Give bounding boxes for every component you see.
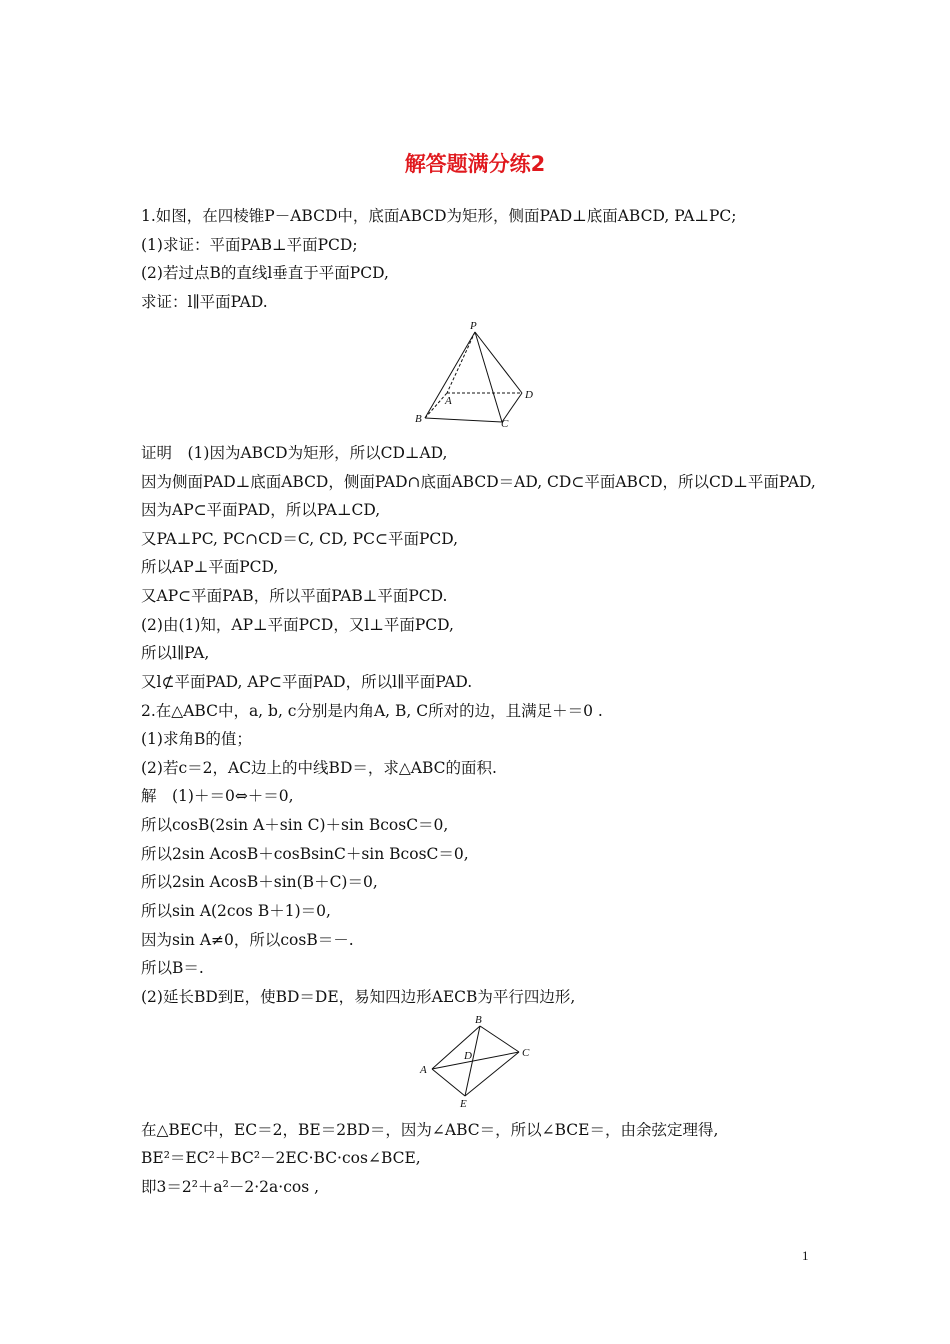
text-line: BE²＝EC²＋BC²－2EC·BC·cos∠BCE, — [141, 1149, 421, 1167]
label-B: B — [415, 413, 422, 425]
text-line: 因为侧面PAD⊥底面ABCD，侧面PAD∩底面ABCD＝AD, CD⊂平面ABCD，所以CD⊥平面PAD, — [141, 473, 816, 491]
figure-pyramid — [405, 318, 545, 430]
text-line: 所以sin A(2cos B＋1)＝0, — [141, 902, 331, 920]
document-title: 解答题满分练2 — [404, 152, 546, 176]
label-C: C — [501, 418, 509, 430]
text-line: 所以2sin AcosB＋cosBsinC＋sin BcosC＝0, — [141, 845, 469, 863]
text-line: 因为sin A≠0，所以cosB＝－. — [141, 931, 354, 949]
figure-parallelogram — [412, 1012, 542, 1112]
text-line: 又l⊄平面PAD, AP⊂平面PAD，所以l∥平面PAD. — [141, 673, 473, 691]
label-D: D — [464, 1050, 472, 1062]
label-C: C — [522, 1047, 530, 1059]
text-line: (2)若过点B的直线l垂直于平面PCD, — [141, 264, 389, 282]
label-D: D — [525, 389, 533, 401]
text-line: 所以AP⊥平面PCD, — [141, 558, 279, 576]
label-E: E — [460, 1098, 467, 1110]
text-line: 所以cosB(2sin A＋sin C)＋sin BcosC＝0, — [141, 816, 449, 834]
text-line: 又PA⊥PC, PC∩CD＝C, CD, PC⊂平面PCD, — [141, 530, 459, 548]
text-line: 在△BEC中，EC＝2，BE＝2BD＝，因为∠ABC＝，所以∠BCE＝，由余弦定理得, — [141, 1121, 719, 1139]
text-line: 所以l∥PA, — [141, 644, 210, 662]
label-A: A — [420, 1064, 427, 1076]
label-A: A — [445, 395, 452, 407]
text-line: (2)若c＝2，AC边上的中线BD＝，求△ABC的面积. — [141, 759, 497, 777]
page-number: 1 — [802, 1248, 809, 1263]
label-B: B — [475, 1014, 482, 1026]
text-line: 1.如图，在四棱锥P－ABCD中，底面ABCD为矩形，侧面PAD⊥底面ABCD, PA⊥PC; — [141, 207, 737, 225]
text-line: 所以B＝. — [141, 959, 204, 977]
text-line: 解 (1)＋＝0⇔＋＝0, — [141, 787, 294, 805]
text-line: 2.在△ABC中，a, b, c分别是内角A, B, C所对的边，且满足＋＝0 . — [141, 702, 603, 720]
text-line: (2)由(1)知，AP⊥平面PCD，又l⊥平面PCD, — [141, 616, 454, 634]
text-line: 因为AP⊂平面PAD，所以PA⊥CD, — [141, 501, 381, 519]
text-line: (1)求角B的值； — [141, 730, 252, 748]
text-line: (1)求证：平面PAB⊥平面PCD; — [141, 236, 358, 254]
text-line: 证明 (1)因为ABCD为矩形，所以CD⊥AD, — [141, 444, 448, 462]
label-P: P — [470, 320, 477, 332]
text-line: 又AP⊂平面PAB，所以平面PAB⊥平面PCD. — [141, 587, 448, 605]
text-line: (2)延长BD到E，使BD＝DE，易知四边形AECB为平行四边形, — [141, 988, 576, 1006]
text-line: 求证：l∥平面PAD. — [141, 293, 268, 311]
text-line: 即3＝2²＋a²－2·2a·cos , — [141, 1178, 320, 1196]
text-line: 所以2sin AcosB＋sin(B＋C)＝0, — [141, 873, 378, 891]
